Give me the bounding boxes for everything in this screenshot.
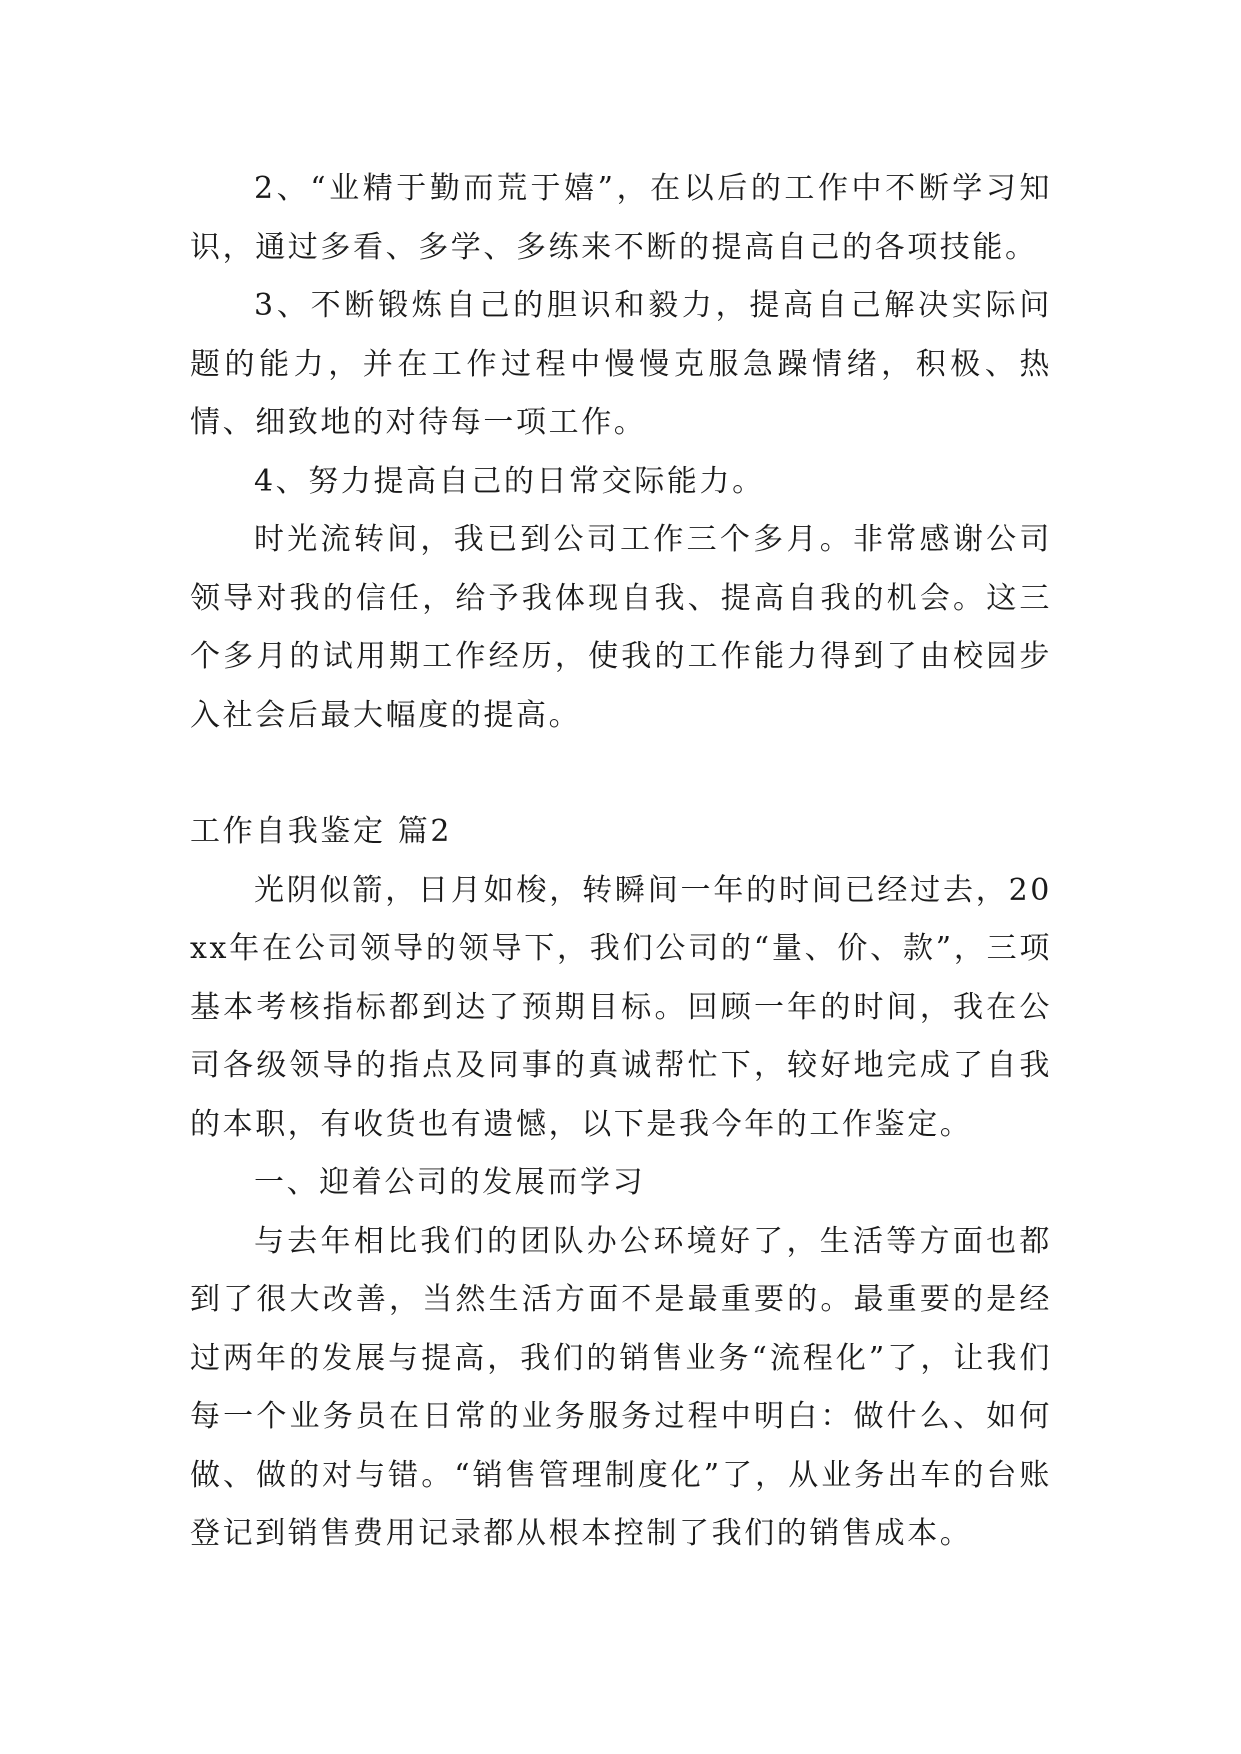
- paragraph-item-3: 3、不断锻炼自己的胆识和毅力，提高自己解决实际问题的能力，并在工作过程中慢慢克服急躁情绪，积极、热情、细致地的对待每一项工作。: [190, 288, 1052, 440]
- paragraph-item-2: 2、“业精于勤而荒于嬉”，在以后的工作中不断学习知识，通过多看、多学、多练来不断的提高自己的各项技能。: [190, 171, 1052, 265]
- section-title: 工作自我鉴定 篇2: [190, 814, 453, 849]
- section-paragraph-body: 与去年相比我们的团队办公环境好了，生活等方面也都到了很大改善，当然生活方面不是最重要的。最重要的是经过两年的发展与提高，我们的销售业务“流程化”了，让我们每一个业务员在日常的业务服务过程中明白：做什么、如何做、做的对与错。“销售管理制度化”了，从业务出车的台账登记到销售费用记录都从根本控制了我们的销售成本。: [190, 1223, 1052, 1551]
- document-body: [190, 160, 1052, 1564]
- section-paragraph-intro: 光阴似箭，日月如梭，转瞬间一年的时间已经过去，20xx年在公司领导的领导下，我们公司的“量、价、款”，三项基本考核指标都到达了预期目标。回顾一年的时间，我在公司各级领导的指点及同事的真诚帮忙下，较好地完成了自我的本职，有收货也有遗憾，以下是我今年的工作鉴定。: [190, 872, 1052, 1142]
- paragraph-item-4: 4、努力提高自己的日常交际能力。: [254, 463, 765, 499]
- section-subheading: 一、迎着公司的发展而学习: [254, 1165, 646, 1200]
- paragraph-summary: 时光流转间，我已到公司工作三个多月。非常感谢公司领导对我的信任，给予我体现自我、提高自我的机会。这三个多月的试用期工作经历，使我的工作能力得到了由校园步入社会后最大幅度的提高。: [190, 522, 1052, 733]
